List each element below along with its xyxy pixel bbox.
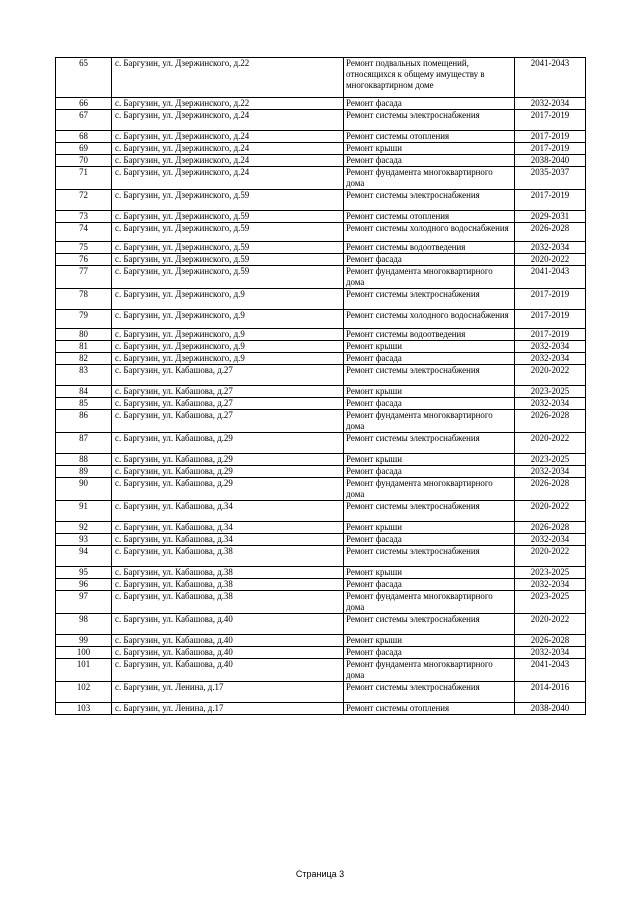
row-address: с. Баргузин, ул. Кабашова, д.34 [112,534,344,546]
table-row [56,131,586,143]
row-address: с. Баргузин, ул. Дзержинского, д.22 [112,98,344,110]
row-period: 2020-2022 [515,501,586,522]
row-work-type: Ремонт подвальных помещений, относящихся к общему имуществу в многоквартирном доме [344,58,515,98]
row-address: с. Баргузин, ул. Ленина, д.17 [112,703,344,715]
row-work-type: Ремонт системы электроснабжения [344,682,515,703]
row-work-type: Ремонт системы отопления [344,211,515,223]
row-work-type: Ремонт фасада [344,534,515,546]
row-address: с. Баргузин, ул. Кабашова, д.34 [112,501,344,522]
row-work-type: Ремонт системы водоотведения [344,329,515,341]
table-row [56,110,586,131]
row-period: 2032-2034 [515,353,586,365]
row-address: с. Баргузин, ул. Дзержинского, д.59 [112,242,344,254]
row-number: 76 [56,254,112,266]
row-number: 71 [56,167,112,190]
table-row [56,143,586,155]
row-number: 65 [56,58,112,98]
table-row [56,534,586,546]
row-address: с. Баргузин, ул. Дзержинского, д.24 [112,110,344,131]
row-address: с. Баргузин, ул. Кабашова, д.38 [112,579,344,591]
row-period: 2017-2019 [515,310,586,329]
works-table [55,57,586,715]
row-period: 2032-2034 [515,647,586,659]
row-work-type: Ремонт фундамента многоквартирного дома [344,410,515,433]
table-row [56,546,586,567]
row-work-type: Ремонт фасада [344,254,515,266]
row-work-type: Ремонт фундамента многоквартирного дома [344,167,515,190]
row-work-type: Ремонт системы холодного водоснабжения [344,223,515,242]
table-row [56,398,586,410]
row-address: с. Баргузин, ул. Кабашова, д.27 [112,386,344,398]
row-number: 94 [56,546,112,567]
table-row [56,591,586,614]
row-period: 2017-2019 [515,131,586,143]
row-address: с. Баргузин, ул. Дзержинского, д.22 [112,58,344,98]
row-work-type: Ремонт крыши [344,341,515,353]
row-address: с. Баргузин, ул. Дзержинского, д.59 [112,211,344,223]
row-number: 102 [56,682,112,703]
row-address: с. Баргузин, ул. Кабашова, д.38 [112,591,344,614]
row-period: 2032-2034 [515,579,586,591]
row-period: 2041-2043 [515,659,586,682]
row-period: 2017-2019 [515,110,586,131]
row-number: 81 [56,341,112,353]
table-row [56,433,586,454]
table-row [56,98,586,110]
row-address: с. Баргузин, ул. Дзержинского, д.9 [112,289,344,310]
row-address: с. Баргузин, ул. Дзержинского, д.24 [112,167,344,190]
row-period: 2023-2025 [515,386,586,398]
table-row [56,703,586,715]
row-work-type: Ремонт фасада [344,647,515,659]
row-number: 80 [56,329,112,341]
table-row [56,242,586,254]
row-number: 83 [56,365,112,386]
table-row [56,266,586,289]
table-row [56,190,586,211]
row-number: 84 [56,386,112,398]
row-work-type: Ремонт крыши [344,522,515,534]
row-address: с. Баргузин, ул. Дзержинского, д.24 [112,143,344,155]
row-address: с. Баргузин, ул. Кабашова, д.27 [112,398,344,410]
row-work-type: Ремонт фасада [344,579,515,591]
row-period: 2023-2025 [515,567,586,579]
table-row [56,386,586,398]
page-number: Страница 3 [295,869,345,879]
row-address: с. Баргузин, ул. Кабашова, д.29 [112,454,344,466]
row-number: 78 [56,289,112,310]
row-work-type: Ремонт фундамента многоквартирного дома [344,478,515,501]
row-number: 70 [56,155,112,167]
row-number: 69 [56,143,112,155]
table-row [56,223,586,242]
table-row [56,501,586,522]
row-address: с. Баргузин, ул. Кабашова, д.40 [112,647,344,659]
row-number: 66 [56,98,112,110]
row-period: 2041-2043 [515,266,586,289]
table-row [56,614,586,635]
row-number: 72 [56,190,112,211]
row-address: с. Баргузин, ул. Дзержинского, д.59 [112,266,344,289]
table-row [56,659,586,682]
row-address: с. Баргузин, ул. Дзержинского, д.9 [112,341,344,353]
row-address: с. Баргузин, ул. Кабашова, д.40 [112,614,344,635]
table-body [56,58,586,715]
row-period: 2026-2028 [515,522,586,534]
row-work-type: Ремонт системы электроснабжения [344,501,515,522]
row-address: с. Баргузин, ул. Кабашова, д.34 [112,522,344,534]
row-work-type: Ремонт системы электроснабжения [344,546,515,567]
row-address: с. Баргузин, ул. Дзержинского, д.59 [112,223,344,242]
row-number: 92 [56,522,112,534]
row-period: 2038-2040 [515,703,586,715]
row-address: с. Баргузин, ул. Дзержинского, д.24 [112,155,344,167]
table-row [56,329,586,341]
row-period: 2032-2034 [515,242,586,254]
table-row [56,353,586,365]
row-work-type: Ремонт крыши [344,143,515,155]
table-row [56,289,586,310]
row-address: с. Баргузин, ул. Кабашова, д.40 [112,659,344,682]
row-period: 2032-2034 [515,98,586,110]
row-work-type: Ремонт фундамента многоквартирного дома [344,266,515,289]
row-address: с. Баргузин, ул. Дзержинского, д.59 [112,254,344,266]
row-address: с. Баргузин, ул. Кабашова, д.40 [112,635,344,647]
row-number: 99 [56,635,112,647]
table-row [56,454,586,466]
row-work-type: Ремонт фасада [344,466,515,478]
row-address: с. Баргузин, ул. Дзержинского, д.9 [112,329,344,341]
row-period: 2032-2034 [515,534,586,546]
row-work-type: Ремонт системы электроснабжения [344,614,515,635]
row-period: 2017-2019 [515,289,586,310]
row-number: 73 [56,211,112,223]
table-row [56,567,586,579]
table-row [56,522,586,534]
table-row [56,211,586,223]
row-work-type: Ремонт крыши [344,635,515,647]
row-period: 2017-2019 [515,190,586,211]
row-number: 88 [56,454,112,466]
row-address: с. Баргузин, ул. Дзержинского, д.24 [112,131,344,143]
row-number: 91 [56,501,112,522]
row-period: 2035-2037 [515,167,586,190]
row-work-type: Ремонт системы электроснабжения [344,110,515,131]
row-number: 93 [56,534,112,546]
row-number: 74 [56,223,112,242]
table-row [56,254,586,266]
row-work-type: Ремонт системы отопления [344,703,515,715]
row-period: 2020-2022 [515,546,586,567]
row-work-type: Ремонт системы водоотведения [344,242,515,254]
row-period: 2014-2016 [515,682,586,703]
row-number: 100 [56,647,112,659]
row-period: 2023-2025 [515,591,586,614]
row-period: 2032-2034 [515,341,586,353]
row-period: 2038-2040 [515,155,586,167]
table-row [56,579,586,591]
row-work-type: Ремонт фундамента многоквартирного дома [344,659,515,682]
row-number: 95 [56,567,112,579]
row-period: 2020-2022 [515,433,586,454]
row-address: с. Баргузин, ул. Дзержинского, д.59 [112,190,344,211]
row-number: 98 [56,614,112,635]
row-period: 2026-2028 [515,635,586,647]
row-work-type: Ремонт фундамента многоквартирного дома [344,591,515,614]
table-row [56,410,586,433]
row-period: 2032-2034 [515,466,586,478]
row-number: 85 [56,398,112,410]
table-row [56,682,586,703]
row-address: с. Баргузин, ул. Кабашова, д.27 [112,365,344,386]
row-number: 82 [56,353,112,365]
table-row [56,647,586,659]
row-number: 86 [56,410,112,433]
table-row [56,155,586,167]
row-number: 96 [56,579,112,591]
row-address: с. Баргузин, ул. Дзержинского, д.9 [112,353,344,365]
row-work-type: Ремонт системы электроснабжения [344,433,515,454]
row-period: 2041-2043 [515,58,586,98]
row-work-type: Ремонт крыши [344,567,515,579]
row-period: 2017-2019 [515,329,586,341]
row-period: 2026-2028 [515,478,586,501]
row-period: 2026-2028 [515,410,586,433]
row-period: 2020-2022 [515,365,586,386]
table-row [56,167,586,190]
row-address: с. Баргузин, ул. Кабашова, д.29 [112,478,344,501]
row-work-type: Ремонт крыши [344,454,515,466]
row-address: с. Баргузин, ул. Ленина, д.17 [112,682,344,703]
row-work-type: Ремонт фасада [344,98,515,110]
row-address: с. Баргузин, ул. Кабашова, д.38 [112,567,344,579]
row-work-type: Ремонт системы отопления [344,131,515,143]
row-work-type: Ремонт системы холодного водоснабжения [344,310,515,329]
row-period: 2026-2028 [515,223,586,242]
table-row [56,478,586,501]
row-address: с. Баргузин, ул. Кабашова, д.29 [112,466,344,478]
row-work-type: Ремонт фасада [344,155,515,167]
row-period: 2020-2022 [515,614,586,635]
row-number: 101 [56,659,112,682]
row-work-type: Ремонт системы электроснабжения [344,190,515,211]
row-work-type: Ремонт фасада [344,353,515,365]
row-work-type: Ремонт крыши [344,386,515,398]
table-row [56,466,586,478]
row-period: 2032-2034 [515,398,586,410]
table-row [56,365,586,386]
row-period: 2020-2022 [515,254,586,266]
row-period: 2029-2031 [515,211,586,223]
row-work-type: Ремонт фасада [344,398,515,410]
row-number: 89 [56,466,112,478]
row-period: 2017-2019 [515,143,586,155]
row-number: 67 [56,110,112,131]
row-number: 79 [56,310,112,329]
row-work-type: Ремонт системы электроснабжения [344,289,515,310]
row-address: с. Баргузин, ул. Дзержинского, д.9 [112,310,344,329]
row-number: 87 [56,433,112,454]
row-number: 97 [56,591,112,614]
table-row [56,310,586,329]
table-row [56,635,586,647]
row-number: 75 [56,242,112,254]
table-row [56,341,586,353]
table-row [56,58,586,98]
row-number: 90 [56,478,112,501]
row-work-type: Ремонт системы электроснабжения [344,365,515,386]
row-address: с. Баргузин, ул. Кабашова, д.38 [112,546,344,567]
row-number: 103 [56,703,112,715]
row-address: с. Баргузин, ул. Кабашова, д.27 [112,410,344,433]
row-address: с. Баргузин, ул. Кабашова, д.29 [112,433,344,454]
row-number: 68 [56,131,112,143]
row-period: 2023-2025 [515,454,586,466]
row-number: 77 [56,266,112,289]
